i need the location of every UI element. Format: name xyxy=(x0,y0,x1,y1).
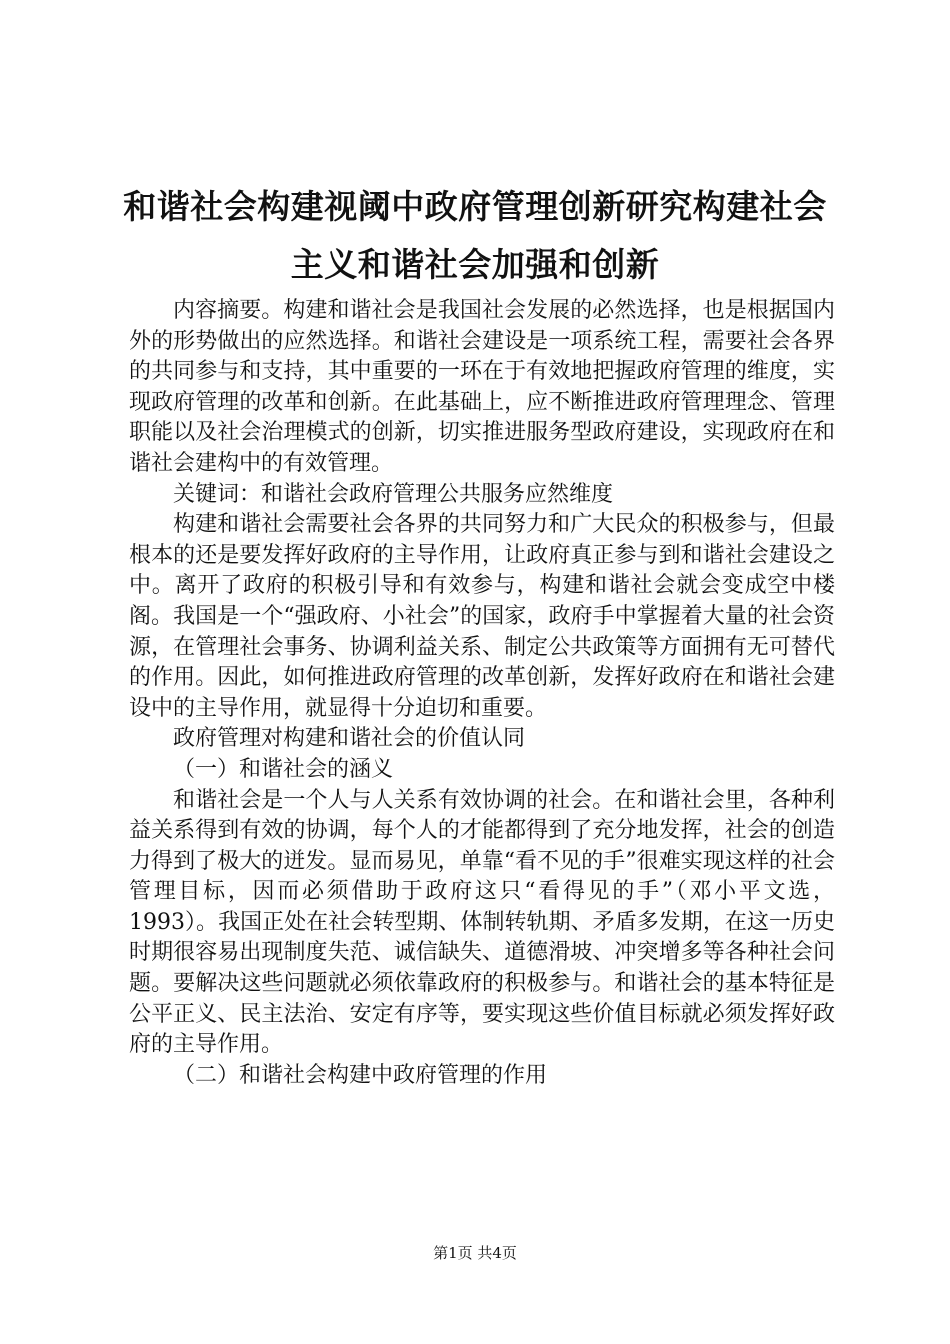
document-title: 和谐社会构建视阈中政府管理创新研究构建社会主义和谐社会加强和创新 xyxy=(123,187,827,284)
body-paragraph: 和谐社会是一个人与人关系有效协调的社会。在和谐社会里，各种利益关系得到有效的协调，每个人的才能都得到了充分地发挥，社会的创造力得到了极大的迸发。显而易见，单靠“看不见的手”很难实现这样的社会管理目标，因而必须借助于政府这只“看得见的手”（邓小平文选，1993）。我国正处在社会转型期、体制转轨期、矛盾多发期，在这一历史时期很容易出现制度失范、诚信缺失、道德滑坡、冲突增多等各种社会问题。要解决这些问题就必须依靠政府的积极参与。和谐社会的基本特征是公平正义、民主法治、安定有序等，要实现这些价值目标就必须发挥好政府的主导作用。 xyxy=(129,787,835,1058)
abstract-paragraph: 内容摘要。构建和谐社会是我国社会发展的必然选择，也是根据国内外的形势做出的应然选择。和谐社会建设是一项系统工程，需要社会各界的共同参与和支持，其中重要的一环在于有效地把握政府管理的维度，实现政府管理的改革和创新。在此基础上，应不断推进政府管理理念、管理职能以及社会治理模式的创新，切实推进服务型政府建设，实现政府在和谐社会建构中的有效管理。 xyxy=(129,298,835,476)
keywords-paragraph: 关键词：和谐社会政府管理公共服务应然维度 xyxy=(173,481,614,507)
intro-paragraph: 构建和谐社会需要社会各界的共同努力和广大民众的积极参与，但最根本的还是要发挥好政府的主导作用，让政府真正参与到和谐社会建设之中。离开了政府的积极引导和有效参与，构建和谐社会就会变成空中楼阁。我国是一个“强政府、小社会”的国家，政府手中掌握着大量的社会资源，在管理社会事务、协调利益关系、制定公共政策等方面拥有无可替代的作用。因此，如何推进政府管理的改革创新，发挥好政府在和谐社会建设中的主导作用，就显得十分迫切和重要。 xyxy=(129,512,835,721)
subsection-heading-2: （二）和谐社会构建中政府管理的作用 xyxy=(173,1062,548,1088)
subsection-heading-1: （一）和谐社会的涵义 xyxy=(173,756,394,782)
document-body xyxy=(129,296,835,1091)
page-footer: 第1页 共4页 xyxy=(433,1244,517,1262)
section-heading: 政府管理对构建和谐社会的价值认同 xyxy=(173,726,526,752)
